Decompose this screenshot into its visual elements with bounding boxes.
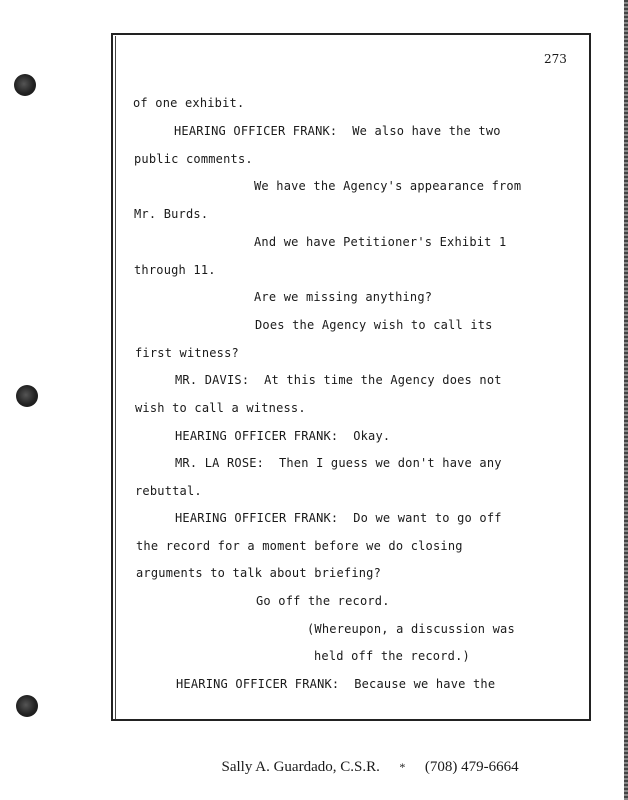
transcript-line: Are we missing anything? — [254, 290, 433, 304]
transcript-line: public comments. — [134, 152, 253, 166]
punch-hole — [16, 385, 38, 407]
transcript-line: HEARING OFFICER FRANK: Because we have the — [176, 677, 496, 691]
transcript-line: wish to call a witness. — [135, 401, 306, 415]
page-edge — [624, 0, 628, 800]
transcript-line: HEARING OFFICER FRANK: We also have the two — [174, 124, 501, 138]
transcript-line: (Whereupon, a discussion was — [307, 622, 515, 636]
punch-hole — [14, 74, 36, 96]
transcript-line: MR. LA ROSE: Then I guess we don't have any — [175, 456, 502, 470]
transcript-line: HEARING OFFICER FRANK: Okay. — [175, 429, 391, 443]
transcript-line: HEARING OFFICER FRANK: Do we want to go off — [175, 511, 502, 525]
transcript-line: rebuttal. — [135, 484, 202, 498]
transcript-line: first witness? — [135, 346, 239, 360]
transcript-line: Mr. Burds. — [134, 207, 209, 221]
transcript-line: And we have Petitioner's Exhibit 1 — [254, 235, 507, 249]
transcript-line: the record for a moment before we do closing — [136, 539, 463, 553]
transcript-line: Go off the record. — [256, 594, 390, 608]
footer — [214, 742, 519, 776]
transcript-line: We have the Agency's appearance from — [254, 179, 522, 193]
transcript-line: of one exhibit. — [133, 96, 245, 110]
punch-hole — [16, 695, 38, 717]
reporter-phone: (708) 479-6664 — [424, 759, 519, 775]
transcript-line: MR. DAVIS: At this time the Agency does not — [175, 373, 502, 387]
transcript-line: Does the Agency wish to call its — [255, 318, 493, 332]
page-number: 273 — [544, 52, 567, 66]
transcript-line: held off the record.) — [314, 649, 470, 663]
transcript-line: through 11. — [134, 263, 216, 277]
transcript-line: arguments to talk about briefing? — [136, 566, 382, 580]
reporter-name: Sally A. Guardado, C.S.R. — [221, 759, 380, 775]
footer-separator: * — [399, 760, 406, 774]
